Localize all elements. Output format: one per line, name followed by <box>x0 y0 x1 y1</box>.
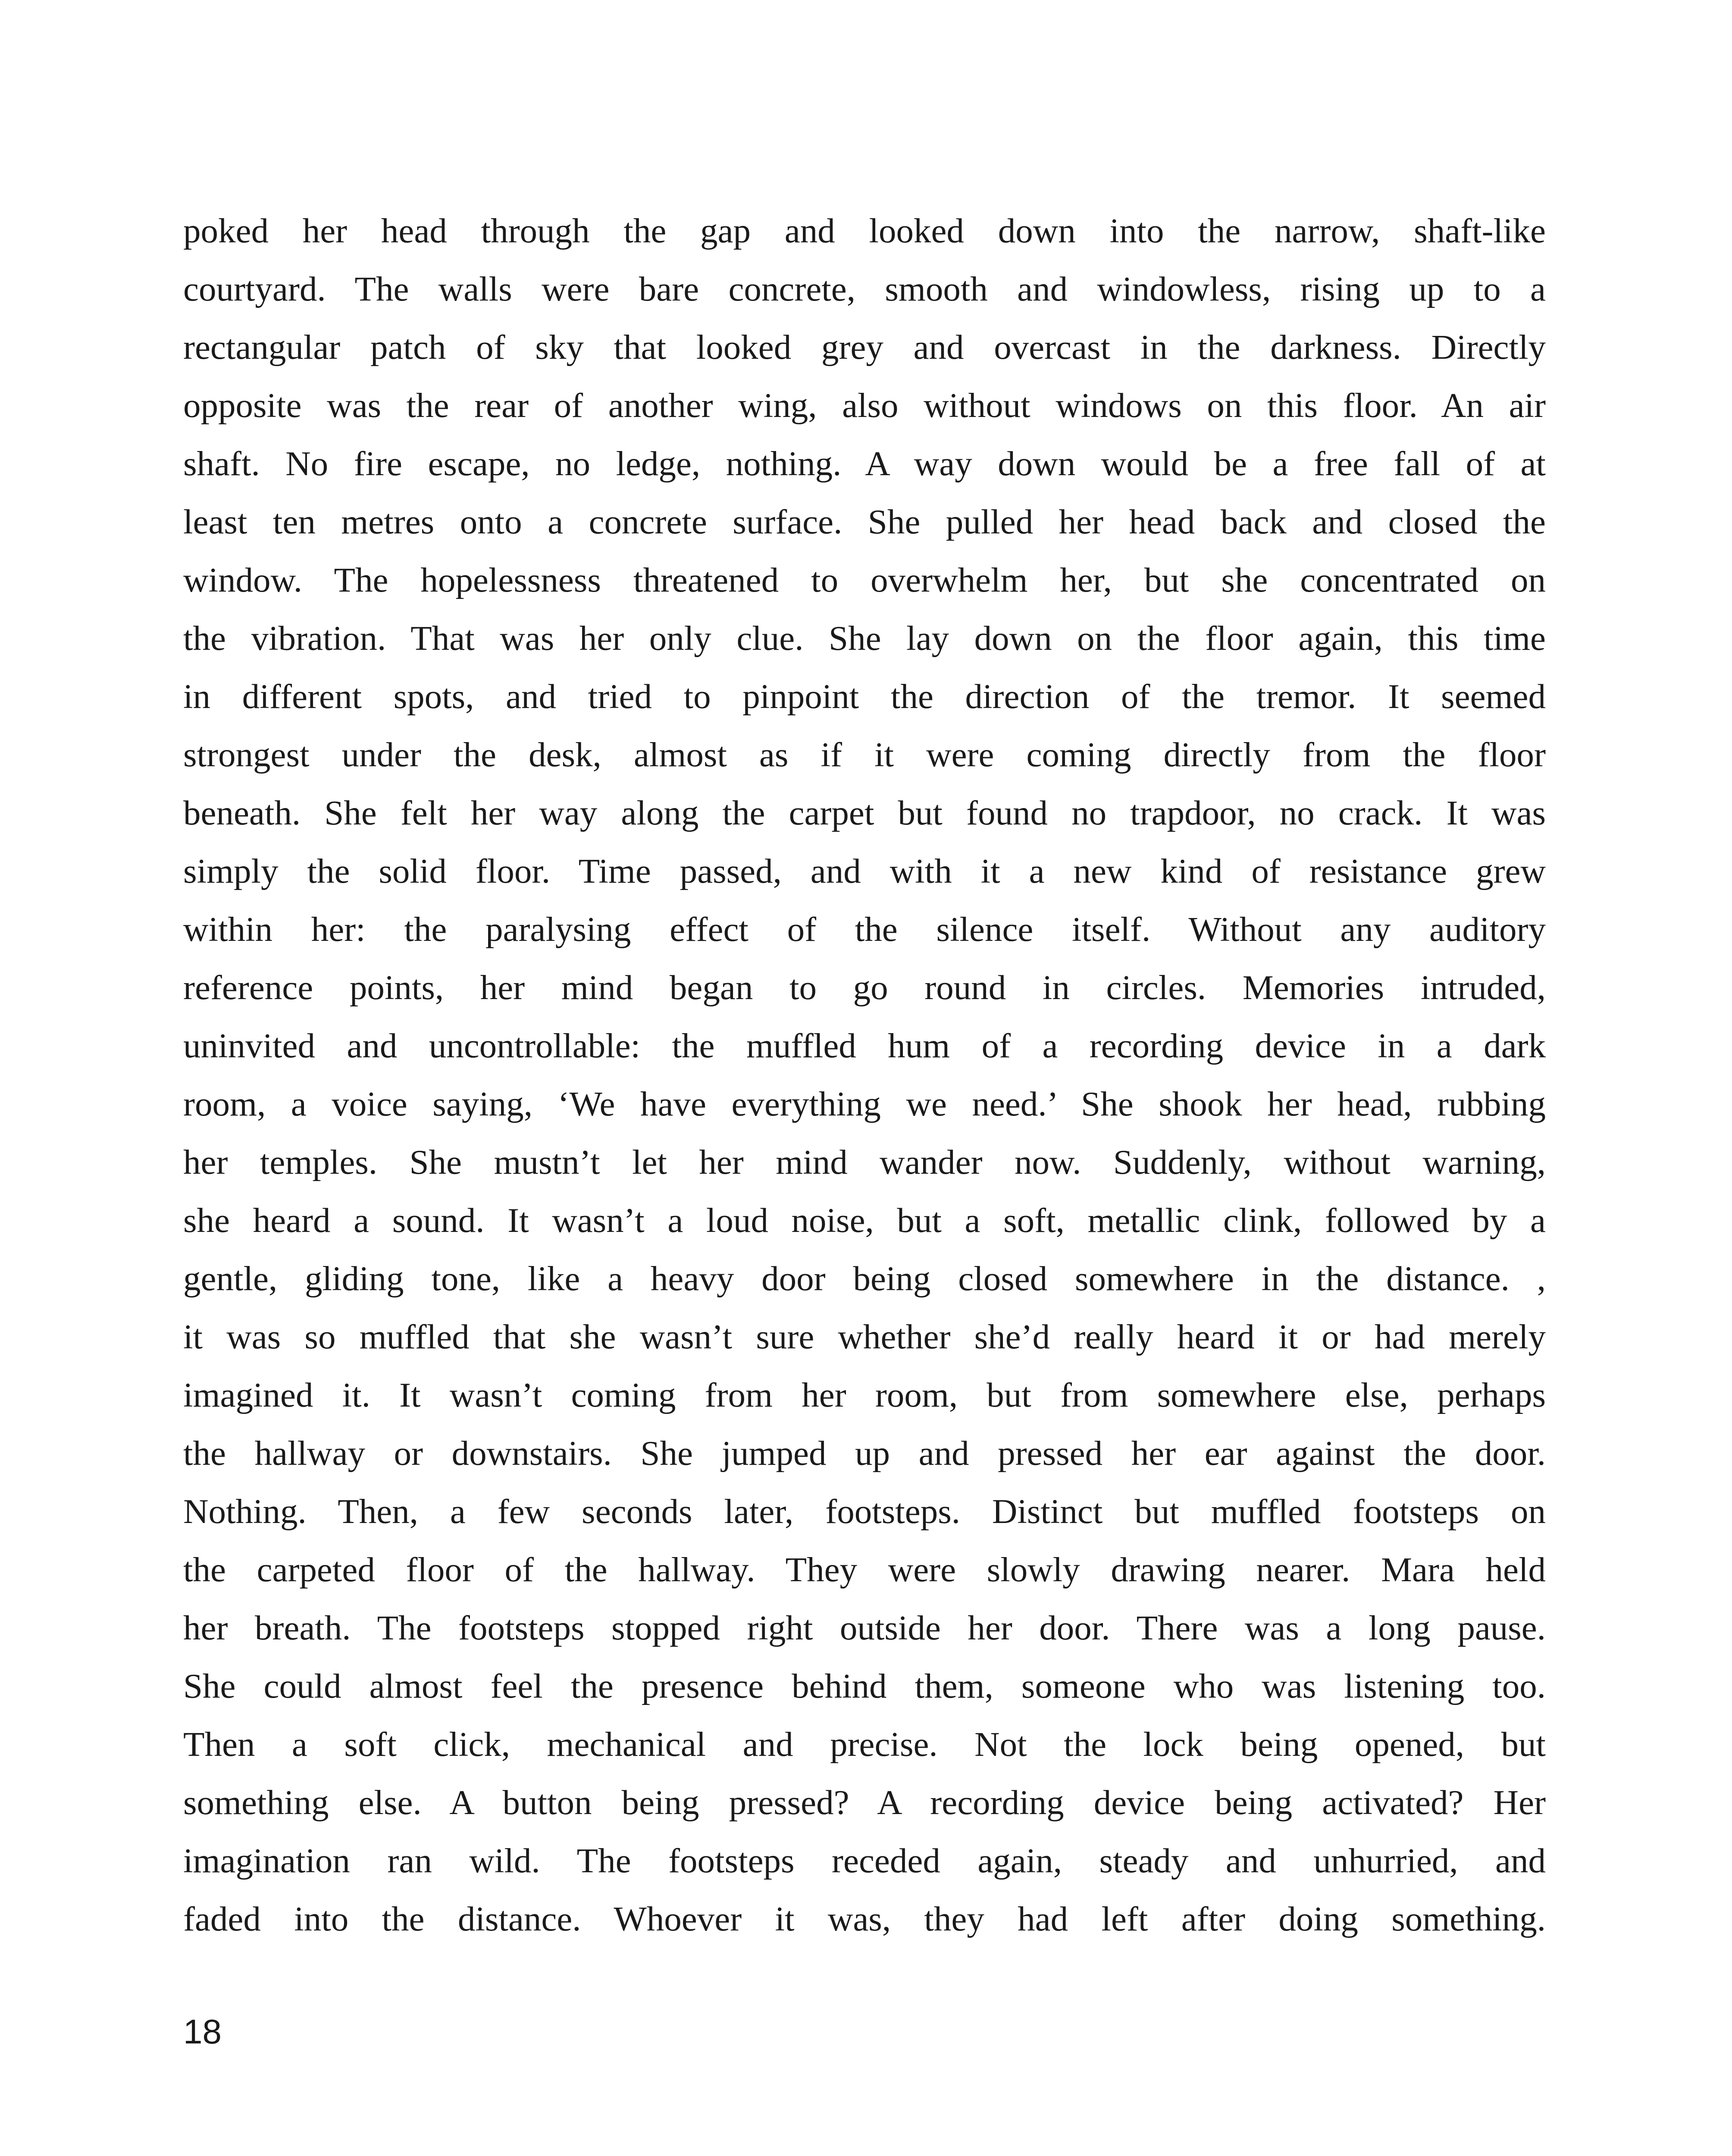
text-line: her temples. She mustn’t let her mind wander now. Suddenly, without warning, <box>183 1143 1546 1181</box>
text-line: Nothing. Then, a few seconds later, footsteps. Distinct but muffled footsteps on <box>183 1492 1546 1531</box>
text-line: the hallway or downstairs. She jumped up and pressed her ear against the door. <box>183 1434 1546 1473</box>
body-text <box>183 202 1546 1948</box>
text-line: imagination ran wild. The footsteps receded again, steady and unhurried, and <box>183 1841 1546 1880</box>
text-line: the vibration. That was her only clue. She lay down on the floor again, this time <box>183 619 1546 658</box>
text-line: gentle, gliding tone, like a heavy door being closed somewhere in the distance. , <box>183 1259 1546 1298</box>
text-line: the carpeted floor of the hallway. They were slowly drawing nearer. Mara held <box>183 1550 1546 1589</box>
text-line: poked her head through the gap and looked down into the narrow, shaft-like <box>183 211 1546 250</box>
text-line: imagined it. It wasn’t coming from her room, but from somewhere else, perhaps <box>183 1376 1546 1414</box>
text-line: simply the solid floor. Time passed, and with it a new kind of resistance grew <box>183 852 1546 890</box>
text-line: beneath. She felt her way along the carpet but found no trapdoor, no crack. It was <box>183 793 1546 832</box>
text-line: shaft. No fire escape, no ledge, nothing. A way down would be a free fall of at <box>183 444 1546 483</box>
text-line: something else. A button being pressed? A recording device being activated? Her <box>183 1783 1546 1822</box>
text-line: reference points, her mind began to go round in circles. Memories intruded, <box>183 968 1546 1007</box>
text-line: her breath. The footsteps stopped right outside her door. There was a long pause. <box>183 1608 1546 1647</box>
text-line: least ten metres onto a concrete surface. She pulled her head back and closed the <box>183 502 1546 541</box>
text-line: in different spots, and tried to pinpoint the direction of the tremor. It seemed <box>183 677 1546 716</box>
text-line: strongest under the desk, almost as if it were coming directly from the floor <box>183 735 1546 774</box>
text-line: window. The hopelessness threatened to overwhelm her, but she concentrated on <box>183 561 1546 599</box>
text-line: courtyard. The walls were bare concrete, smooth and windowless, rising up to a <box>183 270 1546 308</box>
text-line: she heard a sound. It wasn’t a loud noise, but a soft, metallic clink, followed by a <box>183 1201 1546 1240</box>
text-line: faded into the distance. Whoever it was, they had left after doing something. <box>183 1899 1546 1938</box>
page-number: 18 <box>183 2012 222 2051</box>
text-line: She could almost feel the presence behind them, someone who was listening too. <box>183 1667 1546 1705</box>
text-line: rectangular patch of sky that looked grey and overcast in the darkness. Directly <box>183 328 1546 367</box>
text-line: it was so muffled that she wasn’t sure whether she’d really heard it or had merely <box>183 1317 1546 1356</box>
text-line: Then a soft click, mechanical and precise. Not the lock being opened, but <box>183 1725 1546 1764</box>
text-line: room, a voice saying, ‘We have everything we need.’ She shook her head, rubbing <box>183 1084 1546 1123</box>
text-line: uninvited and uncontrollable: the muffled hum of a recording device in a dark <box>183 1026 1546 1065</box>
text-line: within her: the paralysing effect of the silence itself. Without any auditory <box>183 910 1546 949</box>
text-line: opposite was the rear of another wing, also without windows on this floor. An air <box>183 386 1546 425</box>
